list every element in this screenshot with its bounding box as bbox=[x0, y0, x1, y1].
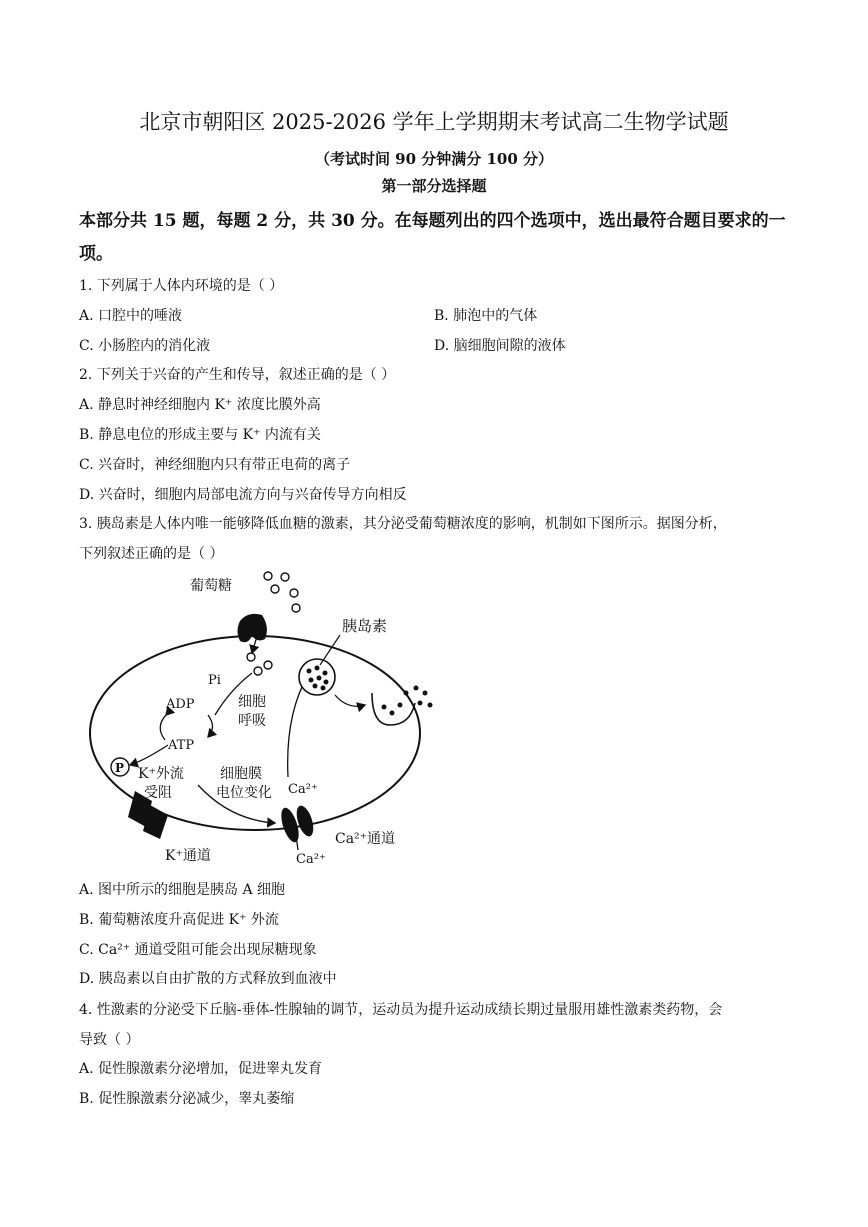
question-3-stem-line-2: 下列叙述正确的是（ ） bbox=[79, 546, 224, 562]
instructions-line-2: 项。 bbox=[79, 244, 113, 264]
question-2-option-c[interactable]: C. 兴奋时，神经细胞内只有带正电荷的离子 bbox=[79, 457, 351, 473]
question-3-option-c[interactable]: C. Ca²⁺ 通道受阻可能会出现尿糖现象 bbox=[79, 942, 317, 958]
ca-outside-label: Ca²⁺ bbox=[296, 852, 326, 867]
pi-label: Pi bbox=[208, 673, 221, 688]
blocked-label: 受阻 bbox=[144, 785, 172, 801]
cell-respiration-label-1: 细胞 bbox=[238, 694, 266, 710]
question-1-option-a[interactable]: A. 口腔中的唾液 bbox=[79, 308, 183, 324]
question-3-stem-line-1: 3. 胰岛素是人体内唯一能够降低血糖的激素，其分泌受葡萄糖浓度的影响，机制如下图所示。据图分析， bbox=[79, 516, 727, 532]
part-title: 第一部分选择题 bbox=[381, 177, 487, 195]
k-outflow-label: K⁺外流 bbox=[138, 766, 184, 782]
insulin-secretion-diagram bbox=[80, 565, 440, 870]
ca-inside-label: Ca²⁺ bbox=[288, 782, 318, 797]
question-1-option-d[interactable]: D. 脑细胞间隙的液体 bbox=[434, 338, 566, 354]
glucose-label: 葡萄糖 bbox=[190, 578, 232, 594]
membrane-label-2: 电位变化 bbox=[216, 785, 272, 801]
instructions-line-1: 本部分共 15 题，每题 2 分，共 30 分。在每题列出的四个选项中，选出最符合题目要求的一 bbox=[79, 211, 786, 231]
question-4-stem-line-1: 4. 性激素的分泌受下丘脑-垂体-性腺轴的调节，运动员为提升运动成绩长期过量服用雄性激素类药物，会 bbox=[79, 1002, 723, 1018]
insulin-label: 胰岛素 bbox=[342, 617, 388, 635]
k-channel-label: K⁺通道 bbox=[165, 848, 211, 864]
question-1-option-c[interactable]: C. 小肠腔内的消化液 bbox=[79, 338, 211, 354]
question-2-option-a[interactable]: A. 静息时神经细胞内 K⁺ 浓度比膜外高 bbox=[79, 397, 321, 413]
question-4-option-b[interactable]: B. 促性腺激素分泌减少，睾丸萎缩 bbox=[79, 1091, 295, 1107]
question-3-option-d[interactable]: D. 胰岛素以自由扩散的方式释放到血液中 bbox=[79, 971, 337, 987]
ca-channel-shape bbox=[278, 804, 317, 845]
question-2-stem: 2. 下列关于兴奋的产生和传导，叙述正确的是（ ） bbox=[79, 367, 396, 383]
cell-respiration-label-2: 呼吸 bbox=[238, 713, 266, 729]
question-3-option-a[interactable]: A. 图中所示的细胞是胰岛 A 细胞 bbox=[79, 882, 286, 898]
ca-channel-label: Ca²⁺通道 bbox=[335, 831, 396, 847]
question-1-stem: 1. 下列属于人体内环境的是（ ） bbox=[79, 278, 284, 294]
question-4-option-a[interactable]: A. 促性腺激素分泌增加，促进睾丸发育 bbox=[79, 1061, 323, 1077]
question-2-option-b[interactable]: B. 静息电位的形成主要与 K⁺ 内流有关 bbox=[79, 427, 321, 443]
glucose-transporter-shape bbox=[238, 614, 267, 642]
page-title: 北京市朝阳区 2025-2026 学年上学期期末考试高二生物学试题 bbox=[139, 110, 729, 134]
exam-info: （考试时间 90 分钟满分 100 分） bbox=[314, 150, 554, 168]
membrane-label-1: 细胞膜 bbox=[220, 766, 262, 782]
question-2-option-d[interactable]: D. 兴奋时，细胞内局部电流方向与兴奋传导方向相反 bbox=[79, 487, 407, 503]
question-3-option-b[interactable]: B. 葡萄糖浓度升高促进 K⁺ 外流 bbox=[79, 912, 279, 928]
question-4-stem-line-2: 导致（ ） bbox=[79, 1032, 140, 1048]
p-symbol-label: P bbox=[115, 761, 125, 775]
question-1-option-b[interactable]: B. 肺泡中的气体 bbox=[434, 308, 538, 324]
released-insulin bbox=[382, 686, 433, 716]
atp-label: ATP bbox=[168, 738, 195, 753]
adp-label: ADP bbox=[166, 697, 195, 712]
